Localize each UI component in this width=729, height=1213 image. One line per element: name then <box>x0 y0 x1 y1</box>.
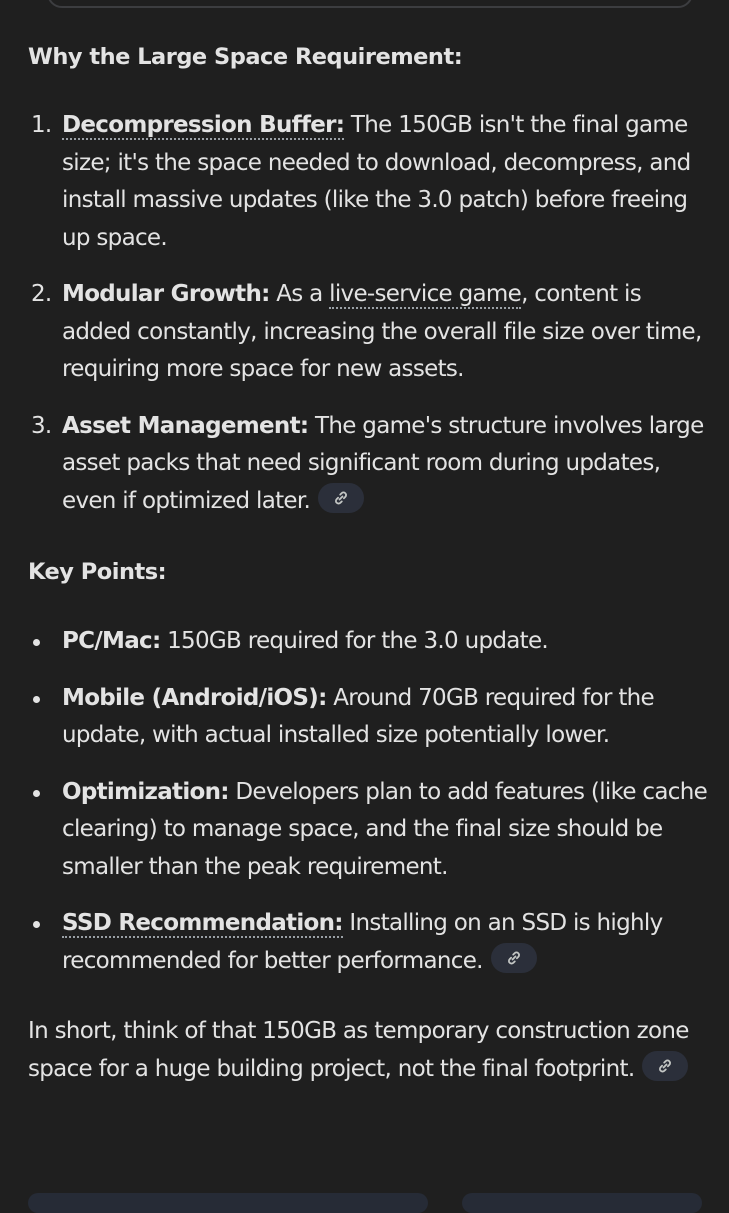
list-item <box>28 276 708 389</box>
item-title: Optimization: <box>62 778 229 805</box>
item-title: Asset Management: <box>62 412 309 439</box>
item-text: As a <box>269 281 330 307</box>
link-icon <box>506 950 522 966</box>
bullet-dot <box>33 639 40 646</box>
item-text: Installing on an SSD is highly recommended for better performance. <box>62 910 663 974</box>
item-title: Mobile (Android/iOS): <box>62 684 327 711</box>
list-item <box>28 408 708 521</box>
list-item <box>28 905 708 980</box>
suggestion-chip[interactable] <box>28 1193 428 1213</box>
item-text: The game's structure involves large asset packs that need significant room during updates, even if optimized later. <box>62 412 704 514</box>
reasons-list <box>28 107 708 520</box>
source-link-button[interactable] <box>318 483 364 513</box>
inline-link[interactable]: live-service game <box>329 281 522 307</box>
source-link-button[interactable] <box>491 943 537 973</box>
bullet-dot <box>33 790 40 797</box>
list-number: 1. <box>31 112 52 138</box>
item-title-link[interactable]: Decompression Buffer: <box>62 112 345 138</box>
list-item <box>28 623 708 661</box>
summary-paragraph <box>28 1013 708 1088</box>
suggestion-chip[interactable] <box>462 1193 702 1213</box>
item-text: The 150GB isn't the final game size; it's the space needed to download, decompress, and install massive updates (like the 3.0 patch) before freeing up space. <box>62 112 691 251</box>
summary-text: In short, think of that 150GB as temporary construction zone space for a huge building project, not the final footprint. <box>28 1018 689 1082</box>
list-number: 3. <box>31 412 52 439</box>
list-item <box>28 107 708 257</box>
item-text: 150GB required for the 3.0 update. <box>160 628 549 654</box>
item-text: Around 70GB required for the update, with actual installed size potentially lower. <box>62 684 654 748</box>
item-title-link[interactable]: SSD Recommendation: <box>62 910 343 936</box>
bullet-dot <box>33 921 40 928</box>
link-icon <box>657 1058 673 1074</box>
list-number: 2. <box>31 281 52 307</box>
section-heading-key-points: Key Points: <box>28 559 167 585</box>
section-heading-why: Why the Large Space Requirement: <box>28 44 463 70</box>
item-text: Developers plan to add features (like cache clearing) to manage space, and the final size should be smaller than the peak requirement. <box>62 778 708 880</box>
prompt-input-field[interactable] <box>47 0 693 8</box>
link-icon <box>333 490 349 506</box>
list-item <box>28 774 708 887</box>
response-content <box>28 36 708 1088</box>
bullet-dot <box>33 696 40 703</box>
source-link-button[interactable] <box>642 1051 688 1081</box>
item-text: , content is added constantly, increasing the overall file size over time, requiring more space for new assets. <box>62 281 702 382</box>
item-title: PC/Mac: <box>62 628 161 654</box>
item-title: Modular Growth: <box>62 281 270 307</box>
list-item <box>28 680 708 755</box>
key-points-list <box>28 623 708 980</box>
